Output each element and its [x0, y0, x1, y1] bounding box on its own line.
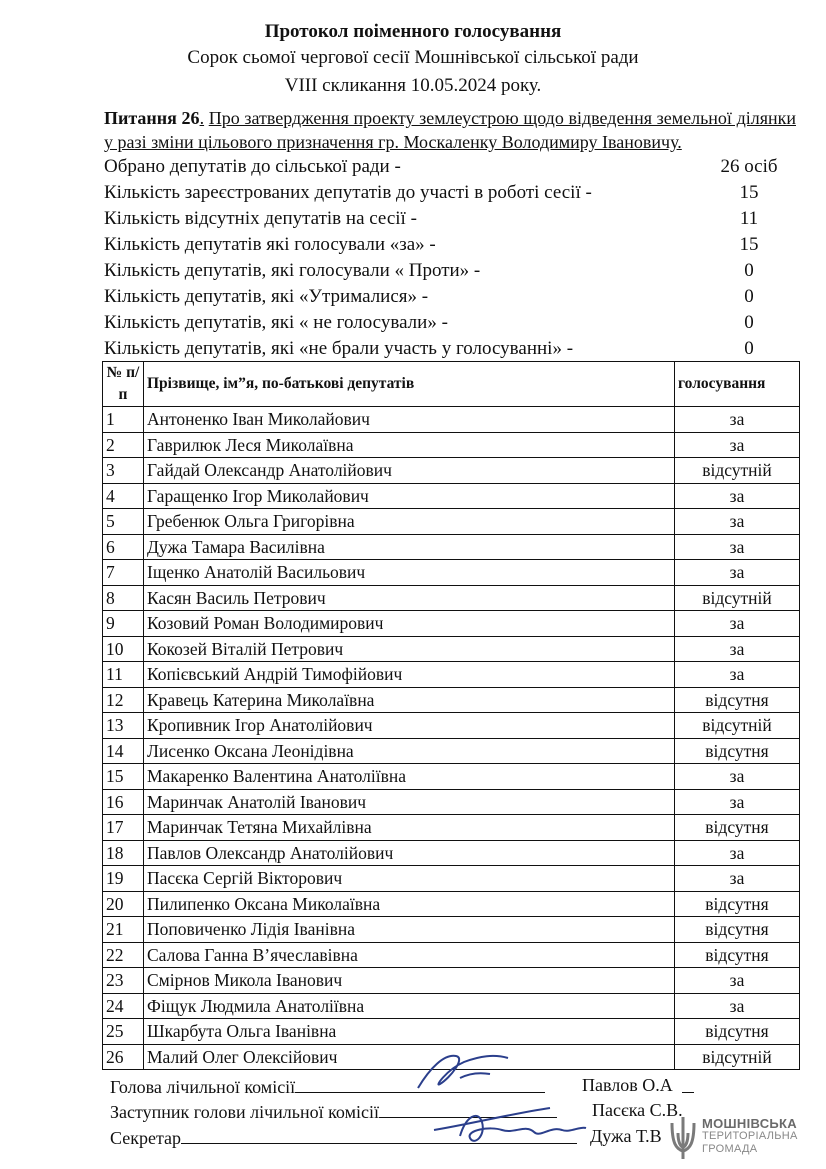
vote-result: за [675, 483, 800, 509]
row-number: 7 [103, 560, 144, 586]
header-name: Прізвище, ім”я, по-батькові депутатів [144, 362, 675, 407]
vote-result: за [675, 993, 800, 1019]
vote-result: за [675, 432, 800, 458]
row-number: 10 [103, 636, 144, 662]
stat-row [104, 337, 794, 363]
signature-name: Павлов О.А [582, 1075, 673, 1095]
watermark-line3: ГРОМАДА [702, 1143, 758, 1155]
deputy-name: Смірнов Микола Іванович [144, 968, 675, 994]
signature-name: Дужа Т.В [590, 1126, 662, 1146]
deputy-name: Салова Ганна В’ячеславівна [144, 942, 675, 968]
row-number: 18 [103, 840, 144, 866]
row-number: 2 [103, 432, 144, 458]
deputy-name: Гаврилюк Леся Миколаївна [144, 432, 675, 458]
vote-result: відсутня [675, 942, 800, 968]
vote-result: відсутня [675, 891, 800, 917]
vote-result: відсутня [675, 917, 800, 943]
table-body [103, 407, 800, 1070]
row-number: 21 [103, 917, 144, 943]
stat-label: Кількість депутатів, які «Утрималися» - [104, 286, 429, 307]
table-row [103, 840, 800, 866]
question-block [104, 106, 796, 154]
deputy-name: Пилипенко Оксана Миколаївна [144, 891, 675, 917]
table-row [103, 713, 800, 739]
stat-label: Кількість депутатів, які «не брали участь у голосуванні» - [104, 338, 574, 359]
deputy-name: Козовий Роман Володимирович [144, 611, 675, 637]
table-row [103, 662, 800, 688]
vote-result: відсутній [675, 458, 800, 484]
table-row [103, 917, 800, 943]
vote-result: відсутня [675, 815, 800, 841]
vote-result: за [675, 840, 800, 866]
chair-handwritten-signature [410, 1048, 520, 1096]
stat-row [104, 311, 794, 337]
row-number: 11 [103, 662, 144, 688]
row-number: 5 [103, 509, 144, 535]
row-number: 25 [103, 1019, 144, 1045]
table-row [103, 968, 800, 994]
deputy-handwritten-signature [430, 1096, 590, 1154]
vote-result: відсутній [675, 1044, 800, 1070]
table-row [103, 560, 800, 586]
vote-result: за [675, 407, 800, 433]
vote-result: відсутній [675, 585, 800, 611]
row-number: 9 [103, 611, 144, 637]
vote-result: відсутня [675, 738, 800, 764]
stat-value: 15 [739, 182, 759, 203]
stat-value: 26 осіб [720, 156, 778, 177]
session-subtitle: Сорок сьомої чергової сесії Мошнівської сільської ради [187, 47, 639, 68]
header-number: № п/п [103, 362, 144, 407]
row-number: 15 [103, 764, 144, 790]
deputy-name: Гребенюк Ольга Григорівна [144, 509, 675, 535]
vote-result: відсутній [675, 713, 800, 739]
table-row [103, 866, 800, 892]
deputy-name: Копієвський Андрій Тимофійович [144, 662, 675, 688]
stat-value: 11 [739, 208, 759, 229]
deputy-name: Іщенко Анатолій Васильович [144, 560, 675, 586]
row-number: 3 [103, 458, 144, 484]
deputy-name: Антоненко Іван Миколайович [144, 407, 675, 433]
row-number: 23 [103, 968, 144, 994]
signature-role: Голова лічильної комісії [110, 1077, 296, 1097]
stat-value: 0 [744, 286, 754, 307]
deputy-name: Гайдай Олександр Анатолійович [144, 458, 675, 484]
roll-call-table [102, 361, 800, 1070]
row-number: 17 [103, 815, 144, 841]
stat-value: 15 [739, 234, 759, 255]
table-row [103, 764, 800, 790]
deputy-name: Кропивник Ігор Анатолійович [144, 713, 675, 739]
vote-result: за [675, 662, 800, 688]
table-row [103, 585, 800, 611]
signature-name: Пасєка С.В. [592, 1100, 683, 1120]
vote-result: за [675, 534, 800, 560]
table-row [103, 483, 800, 509]
row-number: 13 [103, 713, 144, 739]
vote-result: за [675, 560, 800, 586]
vote-result: за [675, 866, 800, 892]
convocation-date: VIII скликання 10.05.2024 року. [284, 75, 542, 96]
deputy-name: Кравець Катерина Миколаївна [144, 687, 675, 713]
table-row [103, 636, 800, 662]
stat-row [104, 155, 794, 181]
row-number: 8 [103, 585, 144, 611]
table-row [103, 738, 800, 764]
table-row [103, 891, 800, 917]
row-number: 6 [103, 534, 144, 560]
vote-result: за [675, 764, 800, 790]
row-number: 19 [103, 866, 144, 892]
deputy-name: Маринчак Анатолій Іванович [144, 789, 675, 815]
stat-row [104, 285, 794, 311]
vote-result: за [675, 509, 800, 535]
stat-value: 0 [744, 260, 754, 281]
deputy-name: Малий Олег Олексійович [144, 1044, 675, 1070]
row-number: 16 [103, 789, 144, 815]
community-watermark [666, 1113, 816, 1163]
table-row [103, 509, 800, 535]
deputy-name: Касян Василь Петрович [144, 585, 675, 611]
deputy-name: Поповиченко Лідія Іванівна [144, 917, 675, 943]
vote-result: за [675, 968, 800, 994]
row-number: 22 [103, 942, 144, 968]
stat-value: 0 [744, 312, 754, 333]
table-row [103, 432, 800, 458]
table-row [103, 407, 800, 433]
table-row [103, 534, 800, 560]
row-number: 4 [103, 483, 144, 509]
table-row [103, 1019, 800, 1045]
table-row [103, 687, 800, 713]
stat-label: Обрано депутатів до сільської ради - [104, 156, 401, 177]
deputy-name: Маринчак Тетяна Михайлівна [144, 815, 675, 841]
vote-result: за [675, 636, 800, 662]
stat-label: Кількість депутатів, які голосували « Проти» - [104, 260, 481, 281]
signature-role: Секретар [110, 1128, 182, 1148]
document-title: Протокол поіменного голосування [264, 21, 562, 42]
table-row [103, 458, 800, 484]
table-row [103, 815, 800, 841]
stat-label: Кількість депутатів, які « не голосували» - [104, 312, 448, 333]
trident-emblem-icon [668, 1115, 698, 1161]
table-row [103, 611, 800, 637]
deputy-name: Павлов Олександр Анатолійович [144, 840, 675, 866]
vote-result: за [675, 789, 800, 815]
table-row [103, 942, 800, 968]
vote-result: за [675, 611, 800, 637]
vote-result: відсутня [675, 687, 800, 713]
stat-row [104, 207, 794, 233]
table-header-row [103, 362, 800, 407]
question-label: Питання 26 [104, 108, 200, 128]
deputy-name: Гаращенко Ігор Миколайович [144, 483, 675, 509]
header-vote: голосування [675, 362, 800, 407]
stat-row [104, 181, 794, 207]
signature-role: Заступник голови лічильної комісії [110, 1102, 379, 1122]
row-number: 20 [103, 891, 144, 917]
row-number: 24 [103, 993, 144, 1019]
table-row [103, 993, 800, 1019]
deputy-name: Фіщук Людмила Анатоліївна [144, 993, 675, 1019]
deputy-name: Макаренко Валентина Анатоліївна [144, 764, 675, 790]
stat-value: 0 [744, 338, 754, 359]
deputy-name: Пасєка Сергій Вікторович [144, 866, 675, 892]
watermark-text [702, 1117, 798, 1156]
table-row [103, 789, 800, 815]
stat-label: Кількість відсутніх депутатів на сесії - [104, 208, 417, 229]
stat-label: Кількість зареєстрованих депутатів до участі в роботі сесії - [104, 182, 592, 203]
deputy-name: Лисенко Оксана Леонідівна [144, 738, 675, 764]
question-label-suffix: . [199, 108, 205, 128]
deputy-name: Дужа Тамара Василівна [144, 534, 675, 560]
stat-row [104, 233, 794, 259]
vote-result: відсутня [675, 1019, 800, 1045]
row-number: 26 [103, 1044, 144, 1070]
vote-statistics [104, 155, 794, 363]
deputy-name: Кокозей Віталій Петрович [144, 636, 675, 662]
deputy-name: Шкарбута Ольга Іванівна [144, 1019, 675, 1045]
watermark-line2: ТЕРИТОРІАЛЬНА [702, 1130, 798, 1142]
row-number: 12 [103, 687, 144, 713]
row-number: 14 [103, 738, 144, 764]
question-text: Про затвердження проекту землеустрою щодо відведення земельної ділянки у разі зміни цільового призначення гр. Москаленку Володимиру Івановичу. [104, 108, 796, 152]
stat-row [104, 259, 794, 285]
signature-line [682, 1074, 694, 1093]
watermark-line1: МОШНІВСЬКА [702, 1116, 797, 1131]
stat-label: Кількість депутатів які голосували «за» - [104, 234, 436, 255]
row-number: 1 [103, 407, 144, 433]
